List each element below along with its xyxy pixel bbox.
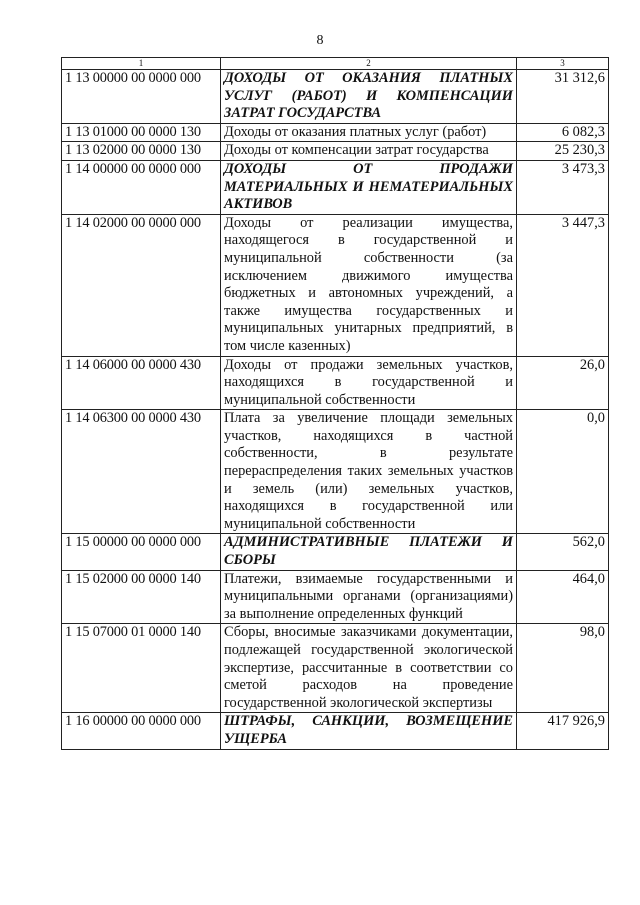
table-row xyxy=(62,534,609,570)
column-header-amount: 3 xyxy=(517,58,609,70)
budget-revenue-table xyxy=(61,57,609,750)
table-row xyxy=(62,570,609,624)
table-row xyxy=(62,142,609,161)
revenue-description: Доходы от оказания платных услуг (работ) xyxy=(221,123,517,142)
revenue-group-heading: ДОХОДЫ ОТ ПРОДАЖИ МАТЕРИАЛЬНЫХ И НЕМАТЕРИАЛЬНЫХ АКТИВОВ xyxy=(221,160,517,214)
revenue-code: 1 14 02000 00 0000 000 xyxy=(62,214,221,356)
revenue-group-heading: ДОХОДЫ ОТ ОКАЗАНИЯ ПЛАТНЫХ УСЛУГ (РАБОТ) И КОМПЕНСАЦИИ ЗАТРАТ ГОСУДАРСТВА xyxy=(221,70,517,124)
revenue-code: 1 15 02000 00 0000 140 xyxy=(62,570,221,624)
table-row xyxy=(62,410,609,534)
revenue-amount: 417 926,9 xyxy=(517,713,609,749)
revenue-amount: 98,0 xyxy=(517,624,609,713)
revenue-code: 1 15 00000 00 0000 000 xyxy=(62,534,221,570)
revenue-amount: 3 473,3 xyxy=(517,160,609,214)
page-number: 8 xyxy=(316,33,324,48)
revenue-group-heading: АДМИНИСТРАТИВНЫЕ ПЛАТЕЖИ И СБОРЫ xyxy=(221,534,517,570)
column-header-code: 1 xyxy=(62,58,221,70)
revenue-code: 1 14 06000 00 0000 430 xyxy=(62,356,221,410)
revenue-amount: 562,0 xyxy=(517,534,609,570)
revenue-group-heading: ШТРАФЫ, САНКЦИИ, ВОЗМЕЩЕНИЕ УЩЕРБА xyxy=(221,713,517,749)
revenue-description: Плата за увеличение площади земельных участков, находящихся в частной собственности, в результате перераспределения таких земельных участков и земель (или) земельных участков, находящихся в государственной или муниципальной собственности xyxy=(221,410,517,534)
revenue-code: 1 13 00000 00 0000 000 xyxy=(62,70,221,124)
revenue-amount: 3 447,3 xyxy=(517,214,609,356)
revenue-code: 1 14 00000 00 0000 000 xyxy=(62,160,221,214)
table-row xyxy=(62,70,609,124)
revenue-code: 1 16 00000 00 0000 000 xyxy=(62,713,221,749)
table-row xyxy=(62,160,609,214)
revenue-code: 1 14 06300 00 0000 430 xyxy=(62,410,221,534)
revenue-code: 1 13 02000 00 0000 130 xyxy=(62,142,221,161)
revenue-description: Сборы, вносимые заказчиками документации, подлежащей государственной экологической экспертизе, рассчитанные в соответствии со сметой расходов на проведение государственной экологической экспертизы xyxy=(221,624,517,713)
revenue-amount: 25 230,3 xyxy=(517,142,609,161)
revenue-amount: 31 312,6 xyxy=(517,70,609,124)
revenue-amount: 26,0 xyxy=(517,356,609,410)
column-header-description: 2 xyxy=(221,58,517,70)
revenue-description: Доходы от реализации имущества, находящегося в государственной и муниципальной собственности (за исключением движимого имущества бюджетных и автономных учреждений, а также имущества государственных и муниципальных унитарных предприятий, в том числе казенных) xyxy=(221,214,517,356)
revenue-description: Доходы от компенсации затрат государства xyxy=(221,142,517,161)
revenue-amount: 0,0 xyxy=(517,410,609,534)
table-row xyxy=(62,356,609,410)
table-row xyxy=(62,214,609,356)
revenue-description: Платежи, взимаемые государственными и муниципальными органами (организациями) за выполнение определенных функций xyxy=(221,570,517,624)
revenue-amount: 6 082,3 xyxy=(517,123,609,142)
revenue-code: 1 15 07000 01 0000 140 xyxy=(62,624,221,713)
table-row xyxy=(62,123,609,142)
revenue-amount: 464,0 xyxy=(517,570,609,624)
revenue-description: Доходы от продажи земельных участков, находящихся в государственной и муниципальной собственности xyxy=(221,356,517,410)
table-header-row xyxy=(62,58,609,70)
table-row xyxy=(62,624,609,713)
table-row xyxy=(62,713,609,749)
revenue-code: 1 13 01000 00 0000 130 xyxy=(62,123,221,142)
